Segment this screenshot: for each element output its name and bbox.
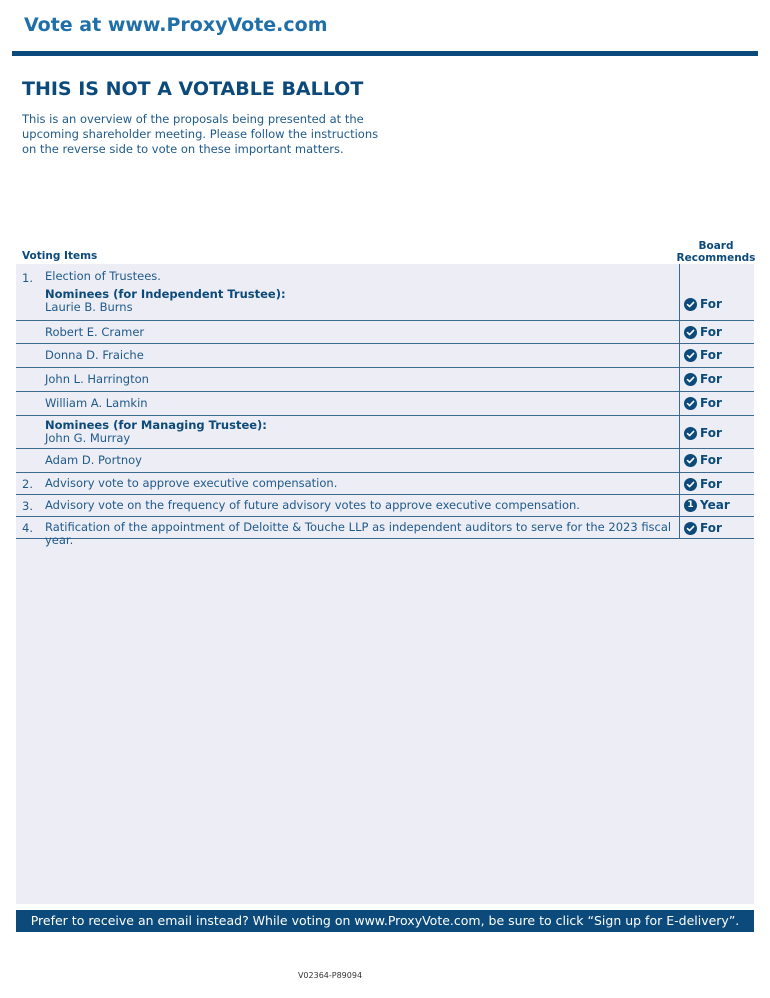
check-icon	[684, 326, 697, 339]
item-number: 2.	[22, 477, 33, 491]
check-icon	[684, 522, 697, 535]
voting-item-row	[16, 416, 754, 449]
item-text	[45, 349, 675, 362]
nominee-name: Adam D. Portnoy	[45, 453, 142, 467]
voting-item-row	[16, 344, 754, 368]
nominee-name: William A. Lamkin	[45, 396, 148, 410]
recommendation-label: For	[700, 521, 722, 535]
recommendation-label: Year	[700, 498, 730, 512]
recommendation-label: For	[700, 325, 722, 339]
recommendation-label: For	[700, 426, 722, 440]
board-recommends-header	[676, 240, 756, 264]
board-header-line2: Recommends	[676, 252, 756, 264]
recommendation-label: For	[700, 372, 722, 386]
voting-items-list	[16, 264, 754, 547]
board-recommendation-cell	[679, 449, 754, 473]
item-text	[45, 499, 675, 512]
nominee-name: Donna D. Fraiche	[45, 348, 144, 362]
check-icon	[684, 454, 697, 467]
check-icon	[684, 397, 697, 410]
voting-item-row	[16, 368, 754, 392]
nominee-group-label: Nominees (for Managing Trustee):	[45, 418, 267, 432]
check-icon	[684, 427, 697, 440]
recommendation	[684, 426, 722, 440]
item-text	[45, 521, 675, 547]
voting-item-row	[16, 517, 754, 547]
proposal-text: Ratification of the appointment of Deloitte & Touche LLP as independent auditors to serve for the 2023 fiscal year.	[45, 520, 672, 547]
voting-item-row	[16, 473, 754, 495]
recommendation	[684, 396, 722, 410]
document-code: V02364-P89094	[297, 971, 363, 980]
nominee-name: John L. Harrington	[45, 372, 149, 386]
voting-item-row	[16, 264, 754, 321]
item-text	[45, 373, 675, 386]
board-recommendation-cell	[679, 416, 754, 449]
board-recommendation-cell	[679, 368, 754, 392]
item-text	[45, 419, 675, 445]
intro-text: This is an overview of the proposals being presented at the upcoming shareholder meeting. Please follow the instructions on the reverse side to vote on these important matters.	[22, 112, 379, 156]
check-icon	[684, 298, 697, 311]
check-icon	[684, 478, 697, 491]
item-text	[45, 477, 675, 490]
recommendation-label: For	[700, 297, 722, 311]
board-recommendation-cell	[679, 495, 754, 517]
board-recommendation-cell	[679, 264, 754, 321]
item-text	[45, 326, 675, 339]
board-recommendation-cell	[679, 321, 754, 344]
board-header-line1: Board	[698, 240, 734, 252]
item-text	[45, 397, 675, 410]
recommendation	[684, 297, 722, 311]
one-icon: 1	[684, 499, 697, 512]
proposal-text: Election of Trustees.	[45, 269, 161, 283]
nominee-name: Laurie B. Burns	[45, 300, 133, 314]
board-recommendation-cell	[679, 517, 754, 539]
voting-item-row	[16, 495, 754, 517]
voting-item-row	[16, 392, 754, 416]
voting-item-row	[16, 321, 754, 344]
item-number: 3.	[22, 499, 33, 513]
page-title: THIS IS NOT A VOTABLE BALLOT	[22, 78, 364, 100]
item-text	[45, 454, 675, 467]
board-recommendation-cell	[679, 392, 754, 416]
proposal-text: Advisory vote on the frequency of future advisory votes to approve executive compensation.	[45, 498, 580, 512]
voting-item-row	[16, 449, 754, 473]
recommendation	[684, 477, 722, 491]
board-recommendation-cell	[679, 344, 754, 368]
check-icon	[684, 373, 697, 386]
recommendation	[684, 348, 722, 362]
e-delivery-banner: Prefer to receive an email instead? While voting on www.ProxyVote.com, be sure to click “Sign up for E-delivery”.	[16, 910, 754, 932]
recommendation	[684, 453, 722, 467]
recommendation-label: For	[700, 396, 722, 410]
item-text	[45, 270, 675, 314]
recommendation-label: For	[700, 453, 722, 467]
nominee-name: John G. Murray	[45, 431, 131, 445]
voting-items-header: Voting Items	[22, 250, 98, 262]
header-divider	[12, 51, 758, 56]
proxyvote-link[interactable]: Vote at www.ProxyVote.com	[24, 14, 328, 36]
check-icon	[684, 349, 697, 362]
proposal-text: Advisory vote to approve executive compensation.	[45, 476, 338, 490]
item-number: 1.	[22, 271, 33, 285]
recommendation	[684, 325, 722, 339]
recommendation-label: For	[700, 477, 722, 491]
recommendation	[684, 372, 722, 386]
recommendation	[684, 498, 730, 512]
recommendation-label: For	[700, 348, 722, 362]
board-recommendation-cell	[679, 473, 754, 495]
item-number: 4.	[22, 521, 33, 535]
recommendation	[684, 521, 722, 535]
nominee-name: Robert E. Cramer	[45, 325, 145, 339]
nominee-group-label: Nominees (for Independent Trustee):	[45, 287, 286, 301]
